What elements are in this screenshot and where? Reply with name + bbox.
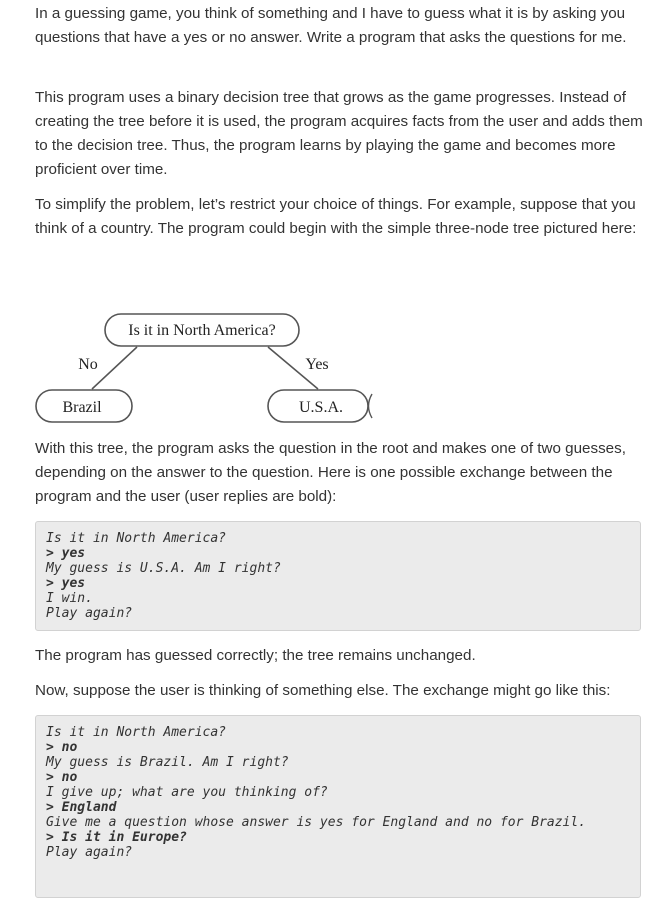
tree-edge-no: [92, 347, 137, 389]
code-line: Is it in North America?: [46, 531, 227, 546]
code-line-user-reply: > yes: [46, 546, 86, 561]
tree-edge-yes-label: Yes: [305, 356, 329, 373]
description-paragraph: This program uses a binary decision tree that grows as the game progresses. Instead of creating the tree before it is used, the program acquires facts from the user and adds them to the decision tree. Thus, the program learns by playing the game and becomes more proficient over time.: [35, 89, 643, 178]
code-line: Play again?: [46, 845, 133, 860]
exchange-one-code-block: [35, 521, 641, 631]
intro-paragraph: In a guessing game, you think of something and I have to guess what it is by asking you questions that have a yes or no answer. Write a program that asks the questions for me.: [35, 5, 627, 46]
code-line-user-reply: > no: [46, 740, 78, 755]
code-line-user-reply: > no: [46, 770, 78, 785]
tree-root-label: Is it in North America?: [128, 322, 276, 339]
code-line: Play again?: [46, 606, 133, 621]
tree-leaf-usa-label: U.S.A.: [298, 399, 344, 416]
tree-edge-no-label: No: [78, 356, 98, 373]
code-line: My guess is U.S.A. Am I right?: [46, 561, 281, 576]
simplify-paragraph: To simplify the problem, let’s restrict your choice of things. For example, suppose that you think of a country. The program could begin with the simple three-node tree pictured here:: [35, 196, 637, 237]
tree-leaf-usa-edge-artifact: [369, 394, 373, 418]
decision-tree-diagram: [0, 0, 668, 440]
code-line: I give up; what are you thinking of?: [46, 785, 328, 800]
code-line: Give me a question whose answer is yes for England and no for Brazil.: [46, 815, 587, 830]
something-else-paragraph: Now, suppose the user is thinking of something else. The exchange might go like this:: [35, 682, 611, 699]
code-line-user-reply: > Is it in Europe?: [46, 830, 187, 845]
code-line: Is it in North America?: [46, 725, 227, 740]
exchange-two-code-block: [35, 715, 641, 898]
guessed-correctly-paragraph: The program has guessed correctly; the tree remains unchanged.: [35, 647, 476, 664]
code-line-user-reply: > yes: [46, 576, 86, 591]
code-line: I win.: [46, 591, 93, 606]
code-line: My guess is Brazil. Am I right?: [46, 755, 289, 770]
tree-leaf-brazil-label: Brazil: [62, 399, 102, 416]
code-line-user-reply: > England: [46, 800, 117, 815]
tree-explanation-paragraph: With this tree, the program asks the question in the root and makes one of two guesses, depending on the answer to the question. Here is one possible exchange between the program and the user (user replies are bold):: [35, 440, 626, 505]
